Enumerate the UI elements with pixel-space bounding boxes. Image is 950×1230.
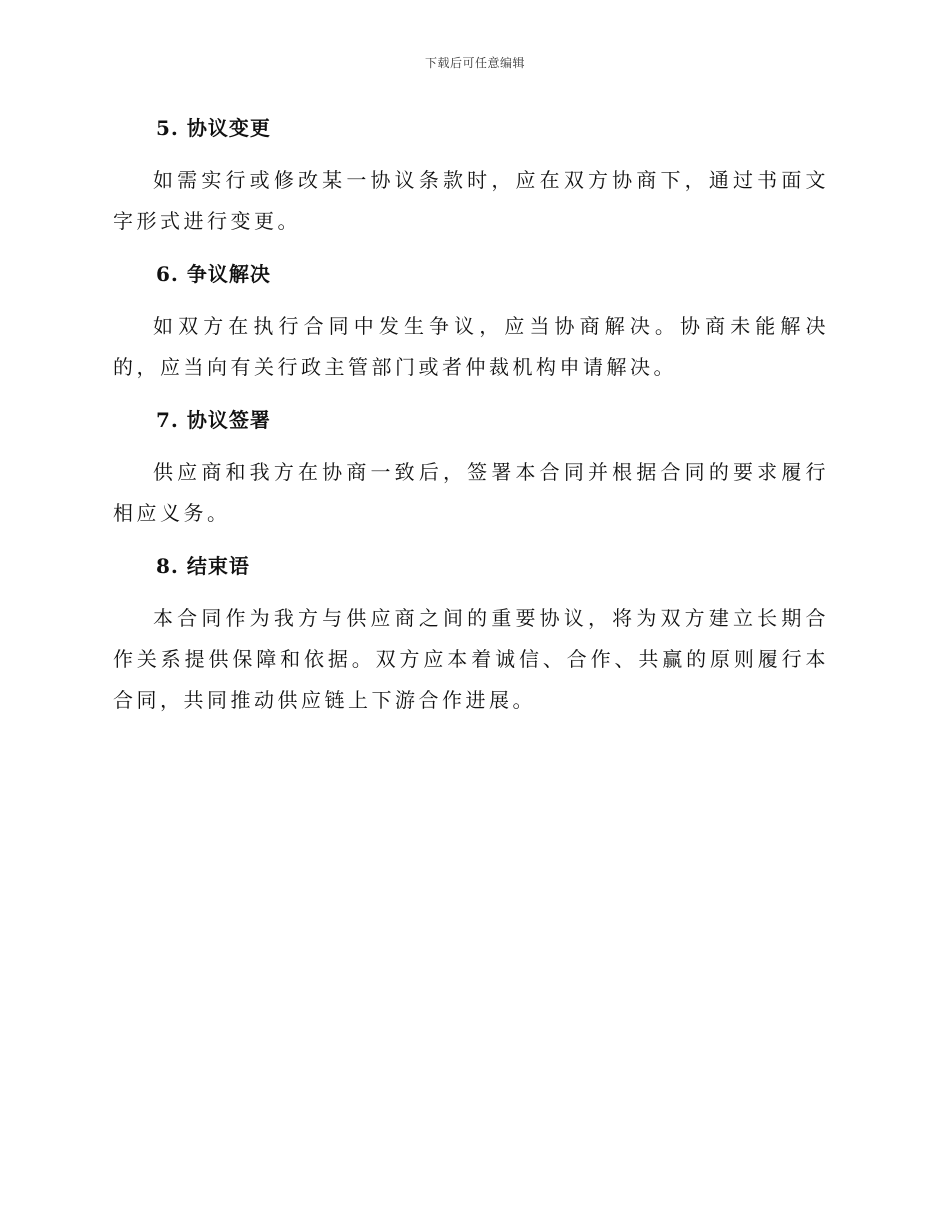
section-8	[113, 546, 829, 721]
section-5	[113, 108, 829, 242]
section-paragraph: 如需实行或修改某一协议条款时，应在双方协商下，通过书面文字形式进行变更。	[113, 168, 829, 233]
section-heading: 6. 争议解决	[156, 262, 271, 286]
document-body	[113, 108, 829, 733]
section-heading: 5. 协议变更	[156, 116, 271, 140]
section-paragraph: 如双方在执行合同中发生争议，应当协商解决。协商未能解决的，应当向有关行政主管部门或者仲裁机构申请解决。	[113, 314, 829, 379]
section-paragraph: 供应商和我方在协商一致后，签署本合同并根据合同的要求履行相应义务。	[113, 460, 829, 525]
section-paragraph: 本合同作为我方与供应商之间的重要协议，将为双方建立长期合作关系提供保障和依据。双方应本着诚信、合作、共赢的原则履行本合同，共同推动供应链上下游合作进展。	[113, 606, 829, 712]
section-heading: 7. 协议签署	[156, 408, 271, 432]
section-heading: 8. 结束语	[156, 554, 250, 578]
section-7	[113, 400, 829, 534]
section-6	[113, 254, 829, 388]
page-header: 下载后可任意编辑	[424, 56, 525, 70]
